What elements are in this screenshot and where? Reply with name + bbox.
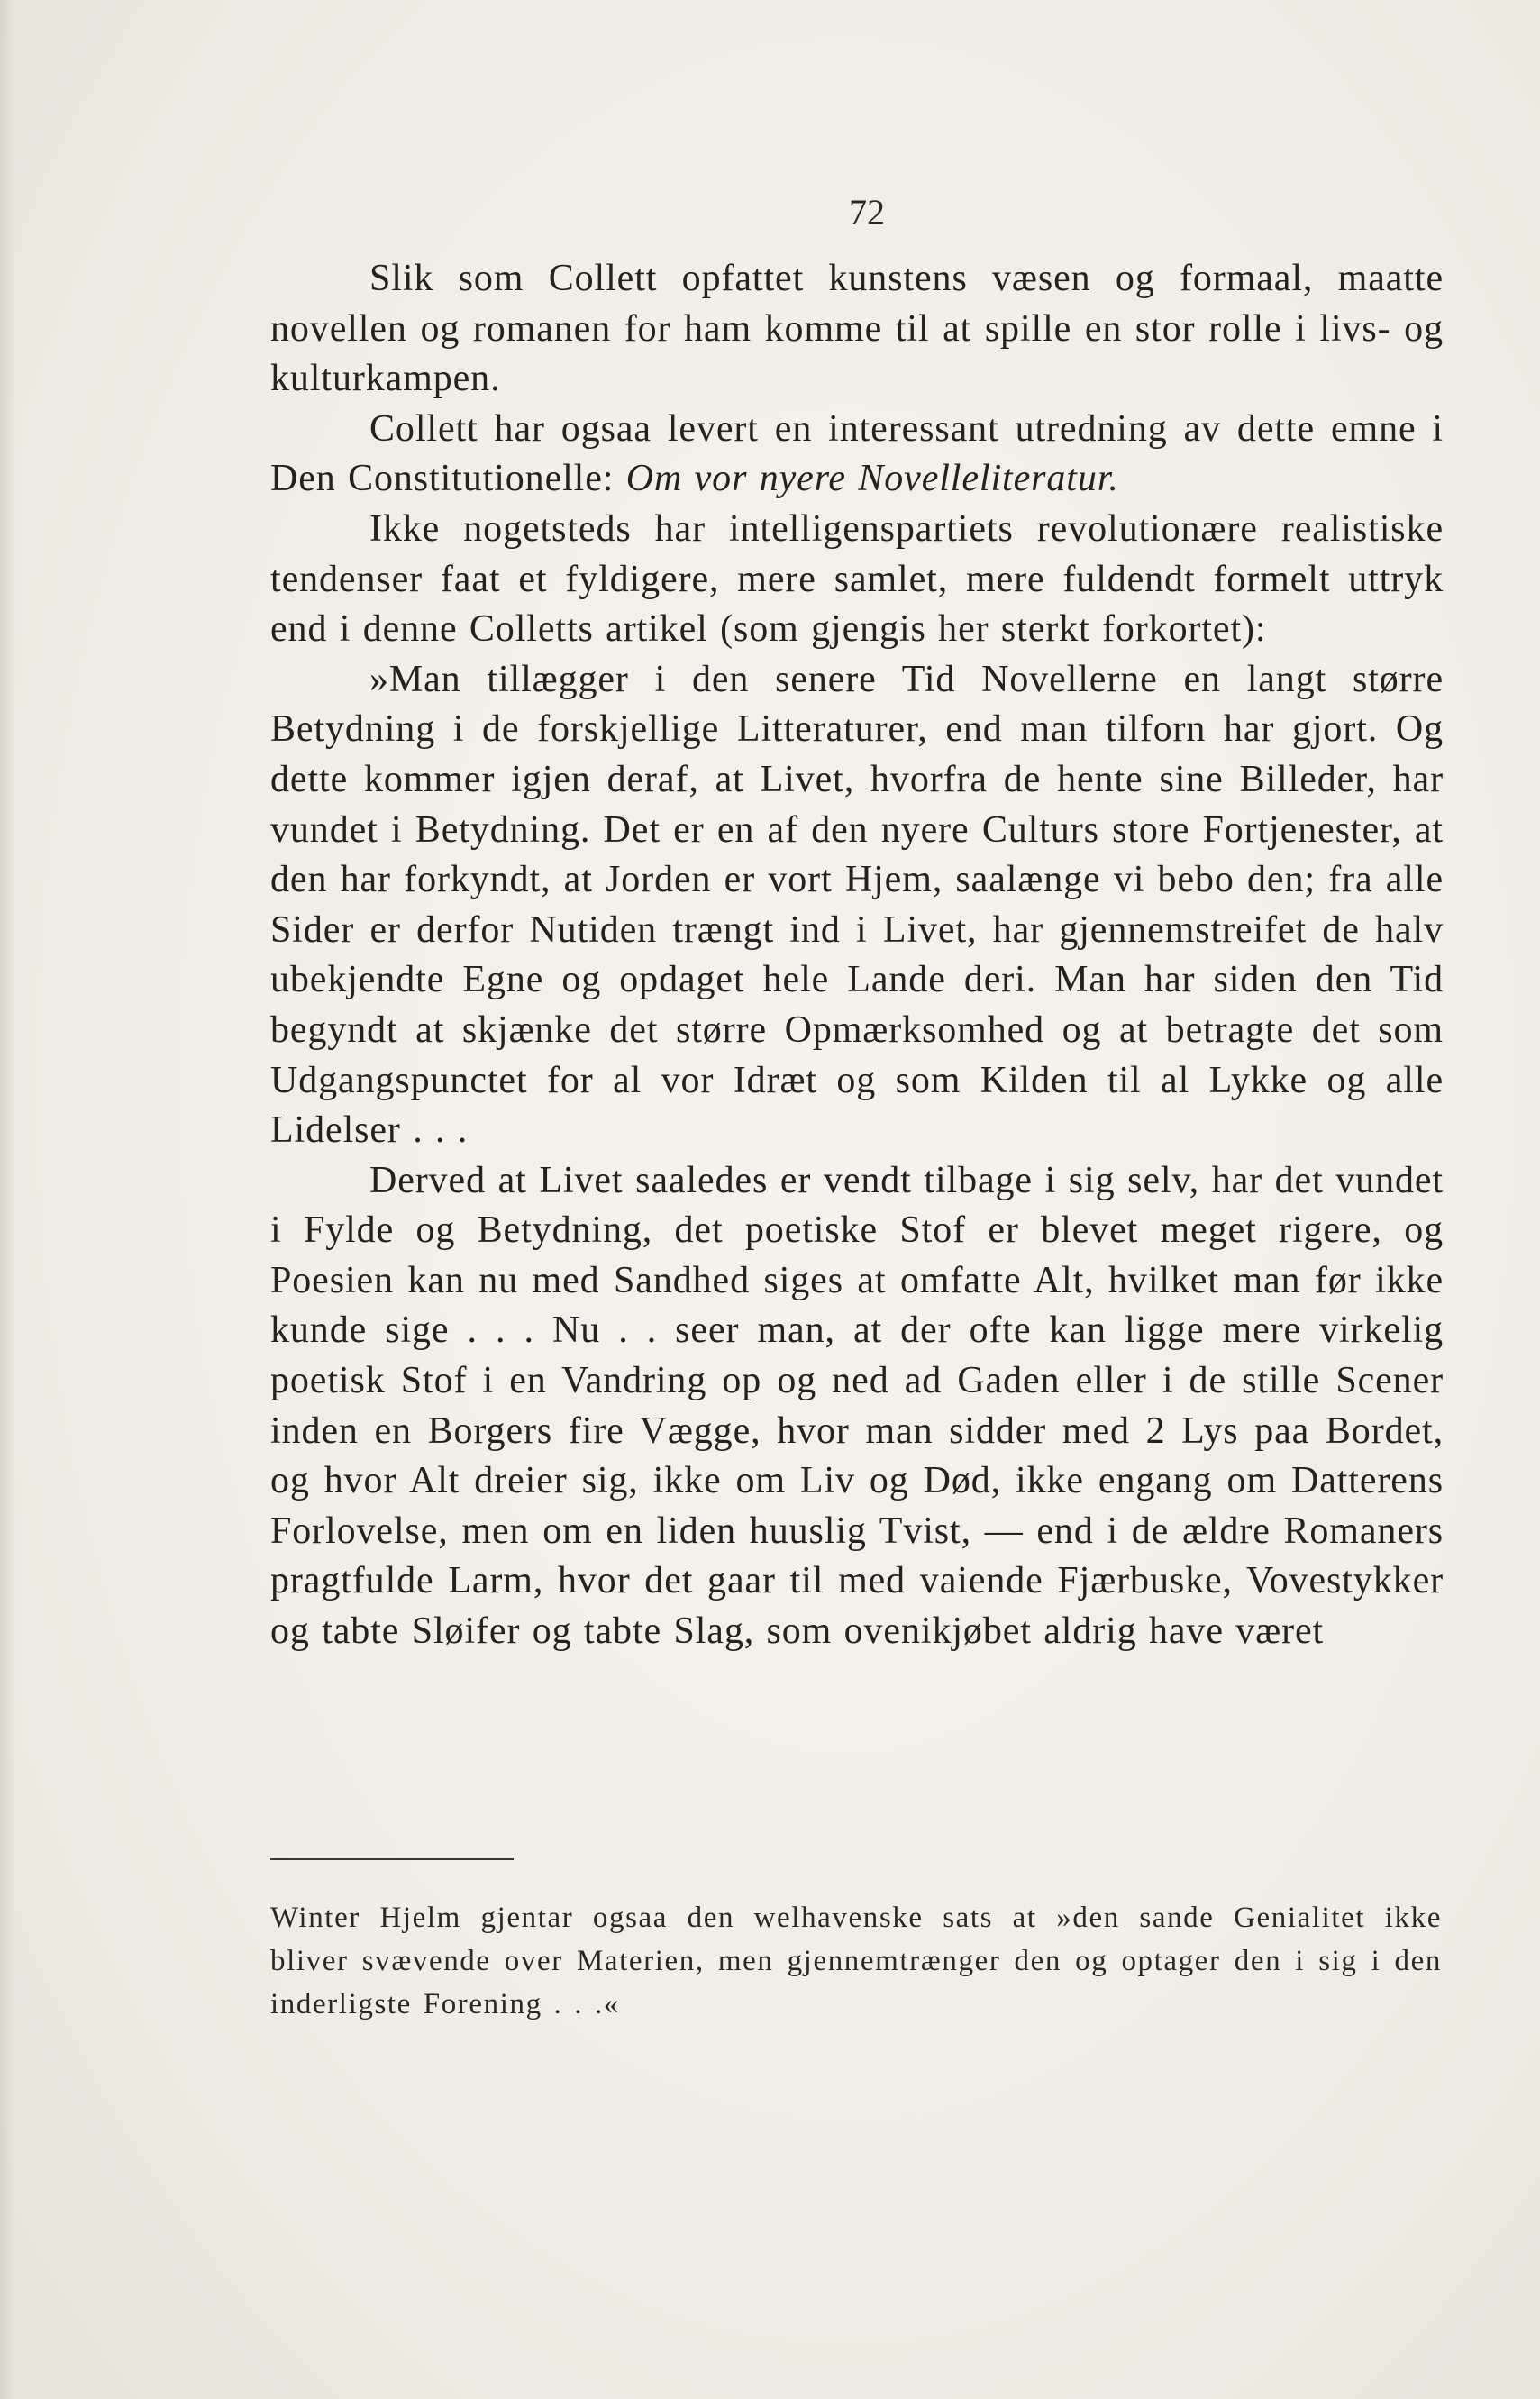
- page-number: 72: [849, 192, 885, 233]
- paragraph-2: [270, 405, 1444, 505]
- footnote-divider: [270, 1858, 514, 1860]
- paragraph-2-text: Collett har ogsaa levert en interessant utredning av dette emne i Den Constitutionelle:: [270, 407, 1444, 500]
- footnote: Winter Hjelm gjentar ogsaa den welhavenske sats at »den sande Genialitet ikke bliver svævende over Materien, men gjennemtrænger den og optager den i sig i den inderligste Forening . . .«: [270, 1902, 1442, 2020]
- paragraph-3: Ikke nogetsteds har intelligenspartiets revolutionære realistiske tendenser faat et fyldigere, mere samlet, mere fuldendt formelt uttryk end i denne Colletts artikel (som gjengis her sterkt forkortet):: [270, 507, 1444, 651]
- paragraph-5-quotation: Derved at Livet saaledes er vendt tilbage i sig selv, har det vundet i Fylde og Betydning, det poetiske Stof er blevet meget rigere, og Poesien kan nu med Sandhed siges at omfatte Alt, hvilket man før ikke kunde sige . . . Nu . . seer man, at der ofte kan ligge mere virkelig poetisk Stof i en Vandring op og ned ad Gaden eller i de stille Scener inden en Borgers fire Vægge, hvor man sidder med 2 Lys paa Bordet, og hvor Alt dreier sig, ikke om Liv og Død, ikke engang om Datterens Forlovelse, men om en liden huuslig Tvist, — end i de ældre Romaners pragtfulde Larm, hvor det gaar til med vaiende Fjærbuske, Vovestykker og tabte Sløifer og tabte Slag, som ovenikjøbet aldrig have været: [270, 1159, 1444, 1653]
- paragraph-1: Slik som Collett opfattet kunstens væsen og formaal, maatte novellen og romanen for ham komme til at spille en stor rolle i livs- og kulturkampen.: [270, 258, 1444, 400]
- paragraph-4-quotation: »Man tillægger i den senere Tid Novellerne en langt større Betydning i de forskjellige Litteraturer, end man tilforn har gjort. Og dette kommer igjen deraf, at Livet, hvorfra de hente sine Billeder, har vundet i Betydning. Det er en af den nyere Culturs store Fortjenester, at den har forkyndt, at Jorden er vort Hjem, saalænge vi bebo den; fra alle Sider er derfor Nutiden trængt ind i Livet, har gjennemstreifet de halv ubekjendte Egne og opdaget hele Lande deri. Man har siden den Tid begyndt at skjænke det større Opmærksomhed og at betragte det som Udgangspunctet for al vor Idræt og som Kilden til al Lykke og alle Lidelser . . .: [270, 658, 1444, 1152]
- article-title-italic: Om vor nyere Novelleliteratur.: [625, 458, 1119, 500]
- body-text: [270, 254, 1444, 1657]
